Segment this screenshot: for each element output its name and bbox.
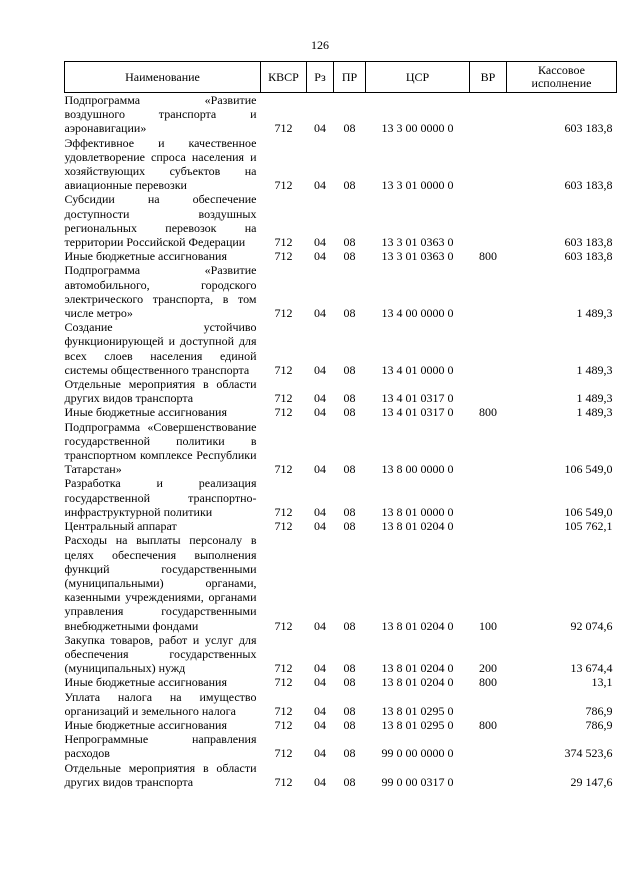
row-kvsr: 712 bbox=[274, 618, 293, 633]
row-csr: 13 3 01 0363 0 bbox=[381, 235, 454, 250]
table-row bbox=[65, 690, 617, 718]
header-pr: ПР bbox=[334, 62, 366, 93]
row-vr bbox=[470, 136, 507, 193]
row-csr: 13 4 00 0000 0 bbox=[381, 306, 454, 321]
row-vr bbox=[470, 93, 507, 136]
row-csr: 13 3 01 0363 0 bbox=[381, 249, 454, 264]
row-csr: 13 4 01 0317 0 bbox=[381, 391, 454, 406]
row-csr: 99 0 00 0317 0 bbox=[381, 774, 454, 789]
row-csr: 13 3 01 0000 0 bbox=[381, 178, 454, 193]
row-vr bbox=[470, 690, 507, 718]
row-amount: 786,9 bbox=[585, 703, 613, 718]
table-row bbox=[65, 633, 617, 676]
row-rz: 04 bbox=[314, 675, 326, 690]
row-name: Отдельные мероприятия в области других видов транспорта bbox=[64, 760, 257, 789]
row-amount: 106 549,0 bbox=[564, 462, 613, 477]
row-rz: 04 bbox=[314, 703, 326, 718]
row-name: Расходы на выплаты персоналу в целях обеспечения выполнения функций государственными (муниципальными) органами, казенными учреждениями, органами управления государственными внебюджетными фондами bbox=[64, 533, 257, 633]
row-rz: 04 bbox=[314, 249, 326, 264]
table-header-row bbox=[65, 62, 617, 93]
row-pr: 08 bbox=[343, 774, 356, 789]
row-amount: 29 147,6 bbox=[570, 774, 613, 789]
row-amount: 374 523,6 bbox=[564, 746, 613, 761]
row-rz: 04 bbox=[314, 618, 326, 633]
row-vr: 800 bbox=[479, 675, 497, 690]
row-rz: 04 bbox=[314, 391, 326, 406]
row-kvsr: 712 bbox=[274, 519, 293, 534]
row-csr: 13 4 01 0000 0 bbox=[381, 362, 454, 377]
header-vr: ВР bbox=[470, 62, 507, 93]
header-amount: Кассовое исполнение bbox=[507, 62, 617, 93]
row-amount: 1 489,3 bbox=[576, 405, 613, 420]
row-kvsr: 712 bbox=[274, 306, 293, 321]
row-kvsr: 712 bbox=[274, 391, 293, 406]
row-csr: 13 8 01 0000 0 bbox=[381, 504, 454, 519]
row-pr: 08 bbox=[343, 121, 356, 136]
row-vr: 200 bbox=[479, 661, 497, 676]
row-kvsr: 712 bbox=[274, 362, 293, 377]
row-rz: 04 bbox=[314, 178, 326, 193]
table-row bbox=[65, 263, 617, 320]
table-row bbox=[65, 718, 617, 732]
row-pr: 08 bbox=[343, 661, 356, 676]
row-rz: 04 bbox=[314, 462, 326, 477]
row-pr: 08 bbox=[343, 306, 356, 321]
row-vr bbox=[470, 476, 507, 519]
row-amount: 786,9 bbox=[585, 717, 613, 732]
row-name: Эффективное и качественное удовлетворение спроса населения и хозяйствующих субъектов на авиационные перевозки bbox=[64, 135, 257, 193]
row-pr: 08 bbox=[343, 462, 356, 477]
table-body bbox=[65, 93, 617, 789]
row-rz: 04 bbox=[314, 746, 326, 761]
row-name: Подпрограмма «Совершенствование государственной политики в транспортном комплексе Республики Татарстан» bbox=[64, 419, 257, 477]
row-kvsr: 712 bbox=[274, 121, 293, 136]
row-vr bbox=[470, 377, 507, 405]
row-amount: 1 489,3 bbox=[576, 362, 613, 377]
row-amount: 1 489,3 bbox=[576, 391, 613, 406]
row-name: Субсидии на обеспечение доступности воздушных региональных перевозок на территории Российской Федерации bbox=[64, 192, 257, 250]
row-csr: 13 8 00 0000 0 bbox=[381, 462, 454, 477]
row-kvsr: 712 bbox=[274, 178, 293, 193]
row-csr: 13 8 01 0204 0 bbox=[381, 661, 454, 676]
table-row bbox=[65, 519, 617, 533]
table-row bbox=[65, 320, 617, 377]
row-rz: 04 bbox=[314, 717, 326, 732]
table-row bbox=[65, 405, 617, 419]
header-csr: ЦСР bbox=[366, 62, 470, 93]
row-csr: 13 8 01 0204 0 bbox=[381, 618, 454, 633]
row-csr: 13 8 01 0204 0 bbox=[381, 519, 454, 534]
row-kvsr: 712 bbox=[274, 746, 293, 761]
row-kvsr: 712 bbox=[274, 661, 293, 676]
row-pr: 08 bbox=[343, 703, 356, 718]
row-amount: 603 183,8 bbox=[564, 235, 613, 250]
row-vr bbox=[470, 732, 507, 760]
header-kvsr: КВСР bbox=[261, 62, 307, 93]
row-name: Закупка товаров, работ и услуг для обеспечения государственных (муниципальных) нужд bbox=[64, 632, 257, 676]
table-row bbox=[65, 732, 617, 760]
row-name: Уплата налога на имущество организаций и земельного налога bbox=[64, 689, 257, 718]
row-rz: 04 bbox=[314, 121, 326, 136]
row-vr bbox=[470, 519, 507, 533]
table-row bbox=[65, 476, 617, 519]
row-csr: 13 8 01 0295 0 bbox=[381, 717, 454, 732]
row-name: Отдельные мероприятия в области других видов транспорта bbox=[64, 377, 257, 406]
row-vr bbox=[470, 320, 507, 377]
row-csr: 13 8 01 0295 0 bbox=[381, 703, 454, 718]
table-row bbox=[65, 377, 617, 405]
row-vr: 100 bbox=[479, 618, 497, 633]
row-csr: 13 4 01 0317 0 bbox=[381, 405, 454, 420]
row-amount: 13,1 bbox=[591, 675, 613, 690]
table-row bbox=[65, 420, 617, 477]
row-kvsr: 712 bbox=[274, 675, 293, 690]
row-csr: 13 3 00 0000 0 bbox=[381, 121, 454, 136]
row-amount: 603 183,8 bbox=[564, 178, 613, 193]
row-amount: 106 549,0 bbox=[564, 504, 613, 519]
row-amount: 13 674,4 bbox=[570, 661, 613, 676]
row-vr bbox=[470, 263, 507, 320]
row-pr: 08 bbox=[343, 504, 356, 519]
row-amount: 603 183,8 bbox=[564, 249, 613, 264]
row-kvsr: 712 bbox=[274, 717, 293, 732]
row-vr: 800 bbox=[479, 405, 497, 420]
row-pr: 08 bbox=[343, 362, 356, 377]
row-amount: 92 074,6 bbox=[570, 618, 613, 633]
row-pr: 08 bbox=[343, 675, 356, 690]
table-row bbox=[65, 675, 617, 689]
row-pr: 08 bbox=[343, 405, 356, 420]
row-kvsr: 712 bbox=[274, 249, 293, 264]
row-name: Подпрограмма «Развитие воздушного транспорта и аэронавигации» bbox=[64, 93, 257, 136]
row-amount: 105 762,1 bbox=[564, 519, 613, 534]
row-pr: 08 bbox=[343, 519, 356, 534]
table-row bbox=[65, 136, 617, 193]
row-rz: 04 bbox=[314, 306, 326, 321]
row-rz: 04 bbox=[314, 519, 326, 534]
row-csr: 13 8 01 0204 0 bbox=[381, 675, 454, 690]
row-rz: 04 bbox=[314, 235, 326, 250]
page-number: 126 bbox=[311, 38, 329, 52]
row-name: Непрограммные направления расходов bbox=[64, 732, 257, 761]
row-rz: 04 bbox=[314, 774, 326, 789]
header-name: Наименование bbox=[65, 62, 261, 93]
row-name: Подпрограмма «Развитие автомобильного, городского электрического транспорта, в том числе метро» bbox=[64, 263, 257, 321]
table-row bbox=[65, 249, 617, 263]
header-rz: Рз bbox=[307, 62, 334, 93]
row-vr: 800 bbox=[479, 249, 497, 264]
row-vr bbox=[470, 420, 507, 477]
budget-table bbox=[64, 61, 617, 789]
row-rz: 04 bbox=[314, 405, 326, 420]
row-vr: 800 bbox=[479, 717, 497, 732]
table-row bbox=[65, 533, 617, 632]
row-vr bbox=[470, 192, 507, 249]
row-amount: 1 489,3 bbox=[576, 306, 613, 321]
row-pr: 08 bbox=[343, 717, 356, 732]
row-name: Центральный аппарат bbox=[64, 519, 177, 534]
row-kvsr: 712 bbox=[274, 703, 293, 718]
row-amount: 603 183,8 bbox=[564, 121, 613, 136]
row-kvsr: 712 bbox=[274, 462, 293, 477]
row-pr: 08 bbox=[343, 391, 356, 406]
row-pr: 08 bbox=[343, 618, 356, 633]
row-name: Иные бюджетные ассигнования bbox=[64, 249, 227, 264]
row-name: Разработка и реализация государственной транспортно-инфраструктурной политики bbox=[64, 476, 257, 519]
table-row bbox=[65, 761, 617, 789]
row-name: Иные бюджетные ассигнования bbox=[64, 675, 227, 690]
row-pr: 08 bbox=[343, 746, 356, 761]
row-kvsr: 712 bbox=[274, 774, 293, 789]
row-kvsr: 712 bbox=[274, 405, 293, 420]
table-row bbox=[65, 192, 617, 249]
row-pr: 08 bbox=[343, 249, 356, 264]
row-kvsr: 712 bbox=[274, 235, 293, 250]
row-pr: 08 bbox=[343, 235, 356, 250]
row-csr: 99 0 00 0000 0 bbox=[381, 746, 454, 761]
table-row bbox=[65, 93, 617, 136]
row-name: Создание устойчиво функционирующей и доступной для всех слоев населения единой системы общественного транспорта bbox=[64, 320, 257, 377]
row-rz: 04 bbox=[314, 661, 326, 676]
row-rz: 04 bbox=[314, 362, 326, 377]
row-rz: 04 bbox=[314, 504, 326, 519]
row-name: Иные бюджетные ассигнования bbox=[64, 717, 227, 732]
row-kvsr: 712 bbox=[274, 504, 293, 519]
row-pr: 08 bbox=[343, 178, 356, 193]
row-vr bbox=[470, 761, 507, 789]
row-name: Иные бюджетные ассигнования bbox=[64, 405, 227, 420]
